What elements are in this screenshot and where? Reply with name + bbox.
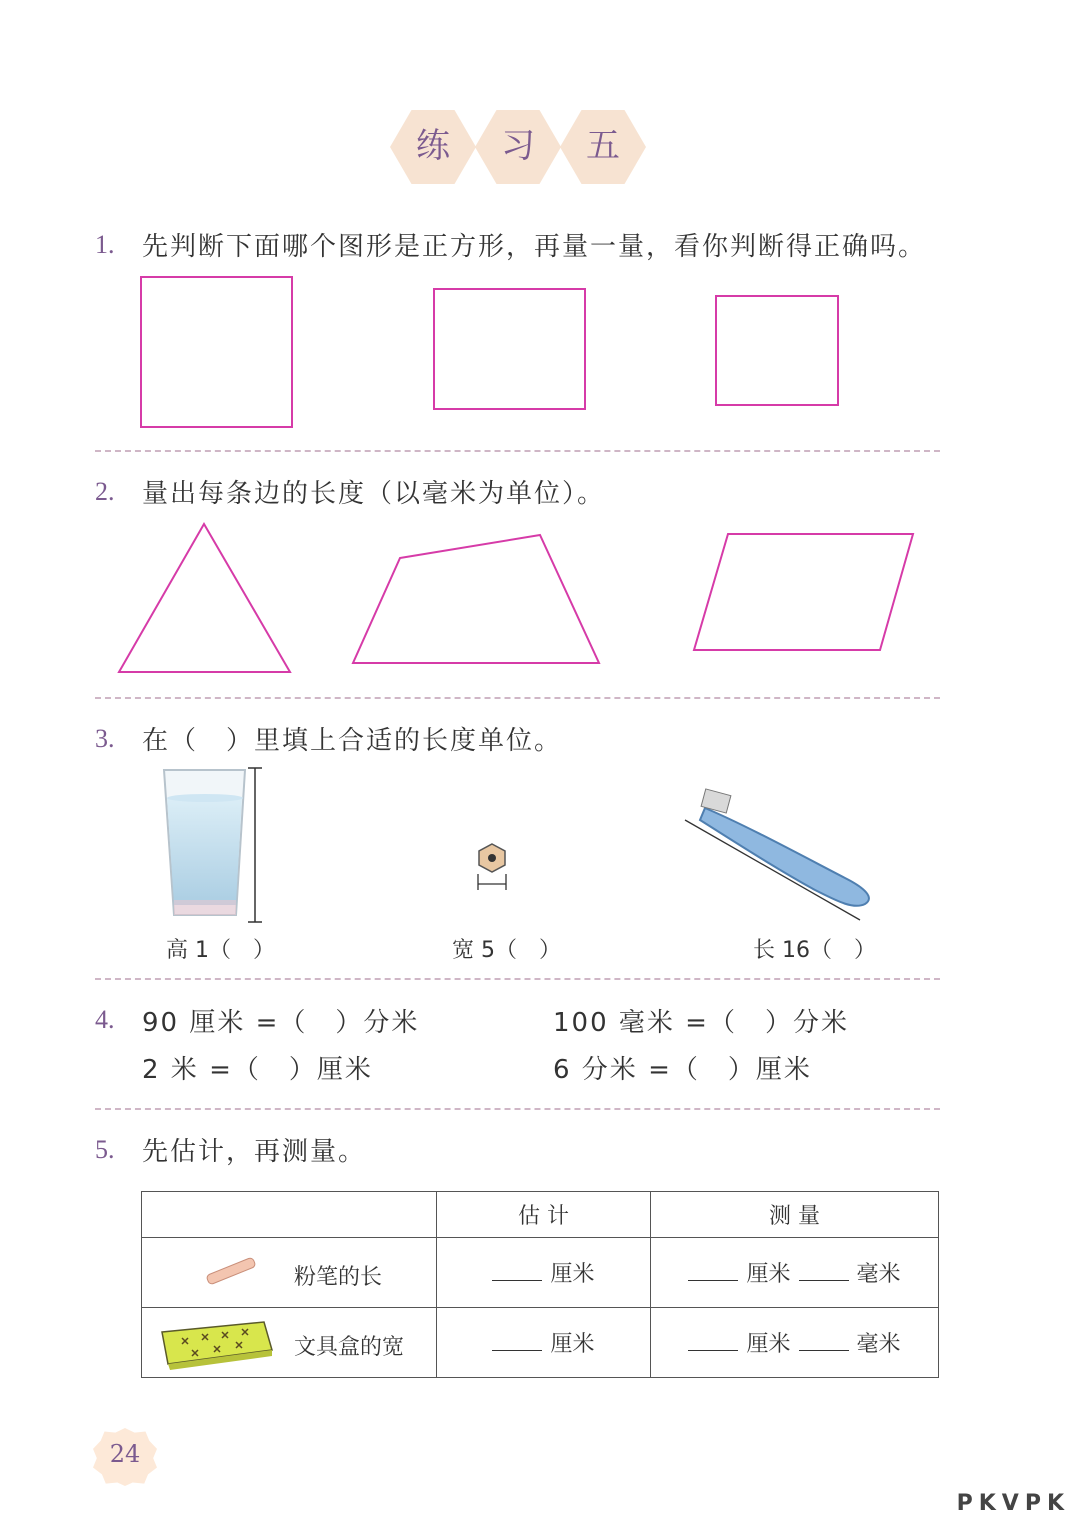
toothbrush-illustration	[675, 780, 885, 930]
shape-rect-3	[716, 296, 838, 405]
q3-text: 在（ ）里填上合适的长度单位。	[142, 726, 563, 756]
title-char-1: 练	[416, 126, 450, 166]
title-char-3: 五	[586, 126, 620, 166]
q4-item-2: 100 毫米 =（ ）分米	[553, 1008, 849, 1038]
q1-shapes	[0, 0, 1080, 450]
q2-shapes	[0, 500, 1080, 690]
q3-label-toothbrush: 长 16（ ）	[753, 938, 876, 963]
unit-label: 厘米	[550, 1262, 595, 1287]
table-cell-measure[interactable]	[651, 1308, 939, 1378]
unit-label: 毫米	[856, 1332, 901, 1357]
divider-3	[95, 978, 940, 980]
blank-line[interactable]	[492, 1330, 542, 1351]
table-header-measure: 测 量	[651, 1192, 939, 1238]
page-number: 24	[109, 1440, 141, 1468]
table-header-blank	[142, 1192, 437, 1238]
q2-text: 量出每条边的长度（以毫米为单位）。	[142, 479, 606, 509]
table-row	[142, 1308, 939, 1378]
table-header-row	[142, 1192, 939, 1238]
q4-item-3: 2 米 =（ ）厘米	[142, 1055, 373, 1085]
q1-text: 先判断下面哪个图形是正方形，再量一量，看你判断得正确吗。	[142, 232, 927, 262]
estimate-table	[141, 1191, 939, 1378]
table-cell-item	[142, 1308, 437, 1378]
shape-parallelogram	[694, 534, 913, 650]
shape-rect-2	[434, 289, 585, 409]
table-cell-item	[142, 1238, 437, 1308]
blank-line[interactable]	[688, 1330, 738, 1351]
q4-number: 4.	[95, 1005, 115, 1034]
shape-triangle	[119, 524, 290, 672]
blank-line[interactable]	[799, 1260, 849, 1281]
blank-line[interactable]	[688, 1260, 738, 1281]
q4-item-4: 6 分米 =（ ）厘米	[553, 1055, 812, 1085]
table-cell-estimate[interactable]	[437, 1308, 651, 1378]
chalk-icon	[200, 1252, 260, 1292]
table-cell-estimate[interactable]	[437, 1238, 651, 1308]
q5-number: 5.	[95, 1135, 115, 1164]
unit-label: 厘米	[746, 1262, 791, 1287]
table-cell-measure[interactable]	[651, 1238, 939, 1308]
item-label-chalk: 粉笔的长	[294, 1265, 383, 1290]
unit-label: 厘米	[746, 1332, 791, 1357]
q3-label-pencil: 宽 5（ ）	[452, 938, 561, 963]
divider-2	[95, 697, 940, 699]
q5-text: 先估计，再测量。	[142, 1137, 367, 1167]
q1-number: 1.	[95, 230, 115, 259]
shape-trapezoid	[353, 535, 599, 663]
divider-1	[95, 450, 940, 452]
item-label-pencil-box: 文具盒的宽	[294, 1335, 405, 1360]
q3-label-glass: 高 1（ ）	[166, 938, 275, 963]
blank-line[interactable]	[799, 1330, 849, 1351]
unit-label: 厘米	[550, 1332, 595, 1357]
q2-number: 2.	[95, 477, 115, 506]
shape-square-1	[141, 277, 292, 427]
q4-item-1: 90 厘米 =（ ）分米	[142, 1008, 420, 1038]
q3-number: 3.	[95, 724, 115, 753]
divider-4	[95, 1108, 940, 1110]
glass-illustration	[150, 760, 280, 930]
pencil-box-icon	[154, 1314, 278, 1372]
watermark: PKVPK	[956, 1491, 1070, 1516]
title-char-2: 习	[501, 126, 535, 166]
table-row	[142, 1238, 939, 1308]
table-header-estimate: 估 计	[437, 1192, 651, 1238]
pencil-end-illustration	[470, 838, 515, 893]
unit-label: 毫米	[856, 1262, 901, 1287]
blank-line[interactable]	[492, 1260, 542, 1281]
